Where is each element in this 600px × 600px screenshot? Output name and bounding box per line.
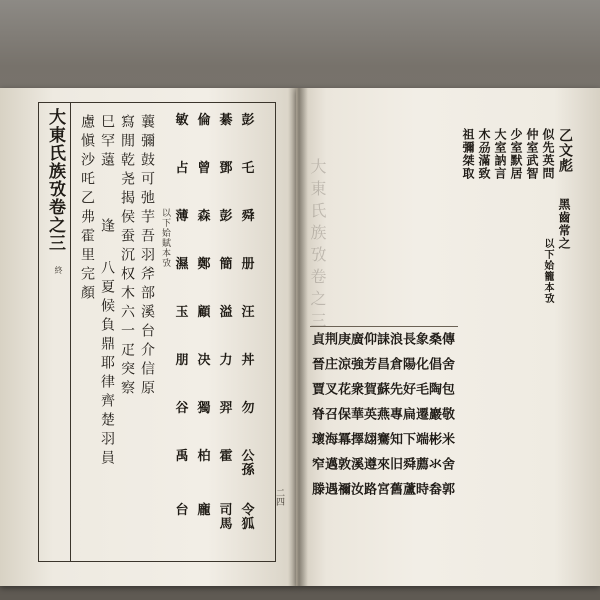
entry-cell: 公孫 bbox=[241, 449, 255, 478]
background-book bbox=[0, 0, 600, 95]
entry-cell: 薄 bbox=[175, 209, 189, 224]
left-header-note: 以下姶賦本攷 bbox=[160, 208, 170, 268]
entry-cell: 羿 bbox=[219, 401, 233, 416]
entry-cell: 决 bbox=[197, 353, 211, 368]
entry-cell: 鄭 bbox=[197, 257, 211, 272]
left-text-col-3c: 八夏候負鼎耶律齊楚羽員 bbox=[99, 260, 115, 469]
entry-cell: 森 bbox=[197, 209, 211, 224]
entry-cell: 台 bbox=[175, 503, 189, 518]
entry-cell: 乇 bbox=[241, 161, 255, 176]
entry-cell: 獨 bbox=[197, 401, 211, 416]
entry-cell: 舜 bbox=[241, 209, 255, 224]
book-gutter bbox=[288, 88, 308, 586]
entry-cell: 龐 bbox=[197, 503, 211, 518]
right-entry-col-4: 長陽好扁下舜蘆 bbox=[400, 332, 415, 507]
left-page bbox=[0, 88, 296, 586]
entry-cell: 柏 bbox=[197, 449, 211, 464]
right-entry-col-1: 傳舍包敬米舍郭 bbox=[439, 332, 454, 507]
entry-cell: 彭 bbox=[219, 209, 233, 224]
entry-cell: 力 bbox=[219, 353, 233, 368]
right-entry-col-7: 仰芳賀英翃遵路 bbox=[361, 332, 376, 507]
left-text-col-1: 蘘彌鼓可弛芋吾羽斧部溪台介信原 bbox=[139, 114, 155, 399]
entry-cell: 綦 bbox=[219, 113, 233, 128]
right-page bbox=[296, 88, 600, 586]
left-text-col-3: 巳罕薳 bbox=[99, 114, 115, 171]
entry-cell: 顧 bbox=[197, 305, 211, 320]
entry-cell: 禹 bbox=[175, 449, 189, 464]
left-text-col-2: 寫閒乾尧揭侯蚕沉权木六一疋突察 bbox=[119, 114, 135, 399]
entry-cell: 玉 bbox=[175, 305, 189, 320]
book-title: 大東氏族攷卷之三 bbox=[45, 108, 65, 252]
entry-cell: 谷 bbox=[175, 401, 189, 416]
right-heading-4: 似先英問 bbox=[541, 128, 555, 180]
entry-cell: 朋 bbox=[175, 353, 189, 368]
entry-cell: 溢 bbox=[219, 305, 233, 320]
right-entry-col-2: 桑倡陶巖彬氺畚 bbox=[426, 332, 441, 507]
entry-cell: 簡 bbox=[219, 257, 233, 272]
entry-cell: 霍 bbox=[219, 449, 233, 464]
right-heading-7: 大室訥言 bbox=[493, 128, 507, 180]
bleed-through-title: 大東氏族攷卷之三 bbox=[308, 158, 327, 334]
right-entry-col-10: 荆庄叉召海邁遇 bbox=[322, 332, 337, 507]
entry-cell: 司馬 bbox=[219, 503, 233, 532]
right-heading-1: 乙文彪 bbox=[557, 128, 573, 173]
right-entry-col-6: 誄昌蘇燕騫來宮 bbox=[374, 332, 389, 507]
title-mark: 終 bbox=[54, 266, 63, 275]
left-text-col-3b: 逢 bbox=[99, 218, 115, 237]
section-rule bbox=[310, 326, 458, 327]
entry-cell: 曾 bbox=[197, 161, 211, 176]
entry-cell: 彭 bbox=[241, 113, 255, 128]
right-heading-9: 祖彌桀取 bbox=[461, 128, 475, 180]
right-heading-2: 黑齒常之 bbox=[557, 198, 571, 250]
right-entry-col-8: 廣強衆華擇溪汝 bbox=[348, 332, 363, 507]
entry-cell: 倫 bbox=[197, 113, 211, 128]
entry-cell: 勿 bbox=[241, 401, 255, 416]
entry-cell: 册 bbox=[241, 257, 255, 272]
right-heading-5: 仲室武智 bbox=[525, 128, 539, 180]
entry-cell: 汪 bbox=[241, 305, 255, 320]
entry-cell: 占 bbox=[175, 161, 189, 176]
right-heading-8: 木刕滿致 bbox=[477, 128, 491, 180]
right-entry-col-5: 浪倉先專知旧舊 bbox=[387, 332, 402, 507]
open-book bbox=[0, 88, 600, 588]
entry-cell: 令狐 bbox=[241, 503, 255, 532]
page-number: 二四 bbox=[274, 488, 284, 506]
entry-cell: 鄧 bbox=[219, 161, 233, 176]
right-heading-6: 少室默居 bbox=[509, 128, 523, 180]
right-entry-col-3: 象化毛遷端薦時 bbox=[413, 332, 428, 507]
left-text-col-4: 慮愼沙吒乙弗霍里完顏 bbox=[79, 114, 95, 304]
entry-cell: 濕 bbox=[175, 257, 189, 272]
left-entry-grid bbox=[160, 114, 270, 554]
right-entry-col-9: 庚涼花保冪敦禰 bbox=[335, 332, 350, 507]
right-entry-col-11: 貞晉賈脊瓌窄滕 bbox=[309, 332, 324, 507]
entry-cell: 敏 bbox=[175, 113, 189, 128]
title-rule bbox=[70, 102, 71, 562]
entry-cell: 丼 bbox=[241, 353, 255, 368]
right-heading-3: 以下姶籠本攷 bbox=[542, 238, 553, 304]
